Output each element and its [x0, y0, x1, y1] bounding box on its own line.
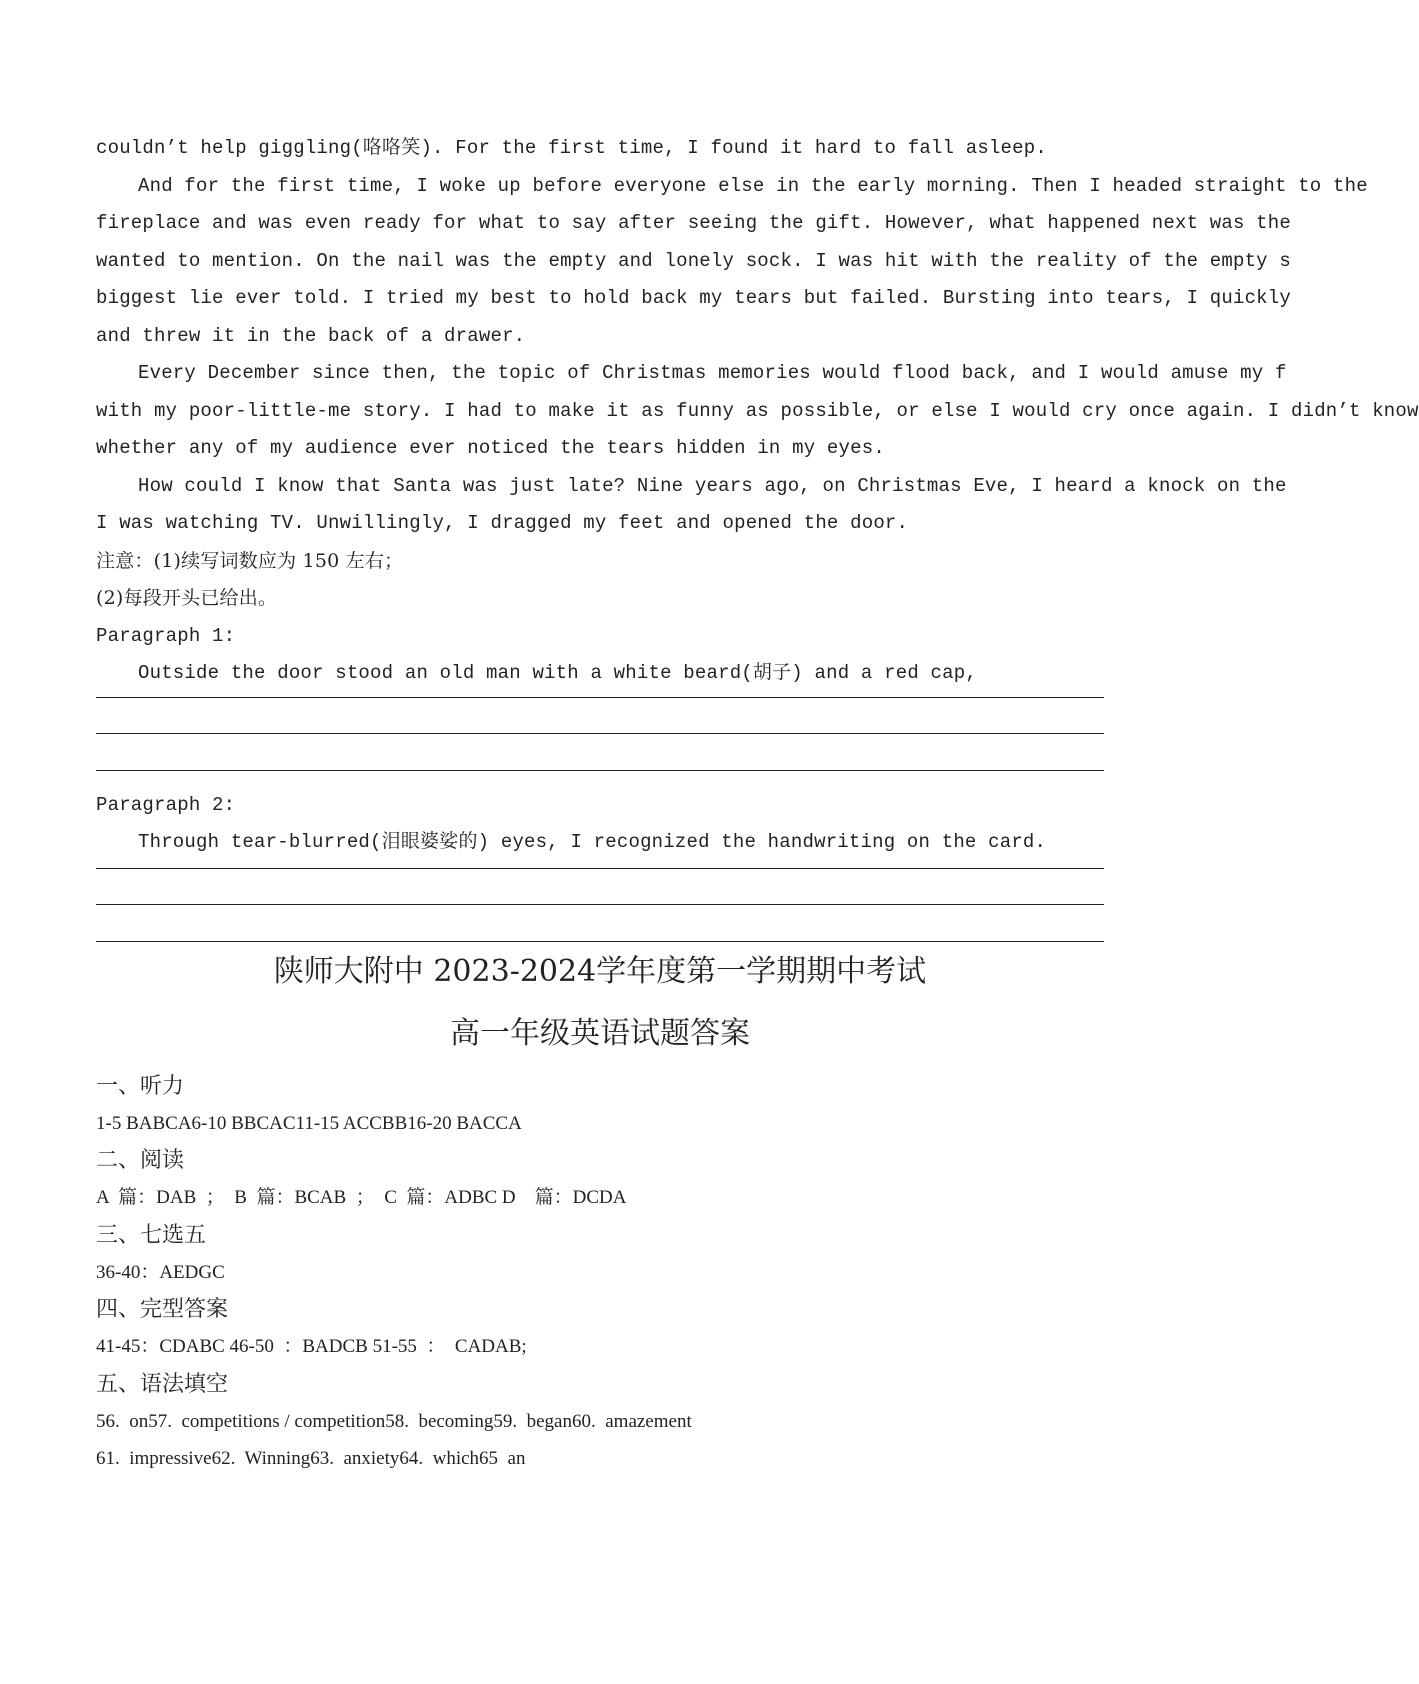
section-heading-reading: 二、阅读	[96, 1148, 185, 1173]
paragraph-2-opening: Through tear-blurred(泪眼婆娑的) eyes, I recognized the handwriting on the card.	[138, 831, 1047, 853]
story-line: Every December since then, the topic of Christmas memories would flood back, and I would amuse my f	[138, 362, 1287, 384]
story-line: How could I know that Santa was just late? Nine years ago, on Christmas Eve, I heard a knock on the	[138, 474, 1287, 497]
writing-line[interactable]	[96, 697, 1104, 698]
story-line: And for the first time, I woke up before everyone else in the early morning. Then I headed straight to the	[138, 174, 1368, 197]
writing-line[interactable]	[96, 941, 1104, 942]
story-line: wanted to mention. On the nail was the empty and lonely sock. I was hit with the reality of the empty s	[96, 249, 1291, 272]
story-line: couldn’t help giggling(咯咯笑). For the first time, I found it hard to fall asleep.	[96, 137, 1047, 159]
paragraph-1-writing-lines	[96, 697, 1191, 771]
paragraph-1-label: Paragraph 1:	[96, 624, 236, 647]
section-heading-listening: 一、听力	[96, 1073, 185, 1099]
story-text	[96, 130, 1419, 543]
paragraph-2-writing-lines	[96, 868, 1191, 942]
story-line: and threw it in the back of a drawer.	[96, 324, 526, 347]
answer-line: A 篇：DAB ； B 篇：BCAB ； C 篇：ADBC D 篇：DCDA	[96, 1187, 627, 1208]
answer-line: 61. impressive62. Winning63. anxiety64. which65 an	[96, 1448, 526, 1469]
exam-page	[96, 130, 1419, 1478]
story-line: with my poor-little-me story. I had to make it as funny as possible, or else I would cry once again. I didn’t know	[96, 399, 1419, 422]
answer-line: 56. on57. competitions / competition58. becoming59. began60. amazement	[96, 1410, 692, 1432]
section-heading-grammar-fill: 五、语法填空	[96, 1371, 229, 1397]
story-line: I was watching TV. Unwillingly, I dragged my feet and opened the door.	[96, 512, 909, 534]
paragraph-2-label: Paragraph 2:	[96, 793, 236, 816]
section-heading-seven-choose-five: 三、七选五	[96, 1222, 207, 1248]
story-line: biggest lie ever told. I tried my best to hold back my tears but failed. Bursting into tears, I quickly	[96, 287, 1291, 309]
writing-line[interactable]	[96, 733, 1104, 734]
story-line: whether any of my audience ever noticed the tears hidden in my eyes.	[96, 437, 885, 459]
answer-line: 41-45：CDABC 46-50 ：BADCB 51-55 ： CADAB;	[96, 1336, 527, 1357]
story-line: fireplace and was even ready for what to say after seeing the gift. However, what happened next was the	[96, 212, 1291, 234]
writing-line[interactable]	[96, 904, 1104, 905]
note-paragraph-openings: (2)每段开头已给出。	[96, 587, 278, 609]
paragraph-1-opening: Outside the door stood an old man with a white beard(胡子) and a red cap,	[138, 662, 977, 684]
answer-key-subtitle: 高一年级英语试题答案	[450, 1015, 750, 1051]
answer-line: 1-5 BABCA6-10 BBCAC11-15 ACCBB16-20 BACCA	[96, 1112, 522, 1134]
note-word-count: 注意：(1)续写词数应为 150 左右；	[96, 549, 404, 572]
writing-line[interactable]	[96, 770, 1104, 771]
writing-line[interactable]	[96, 868, 1104, 869]
section-heading-cloze: 四、完型答案	[96, 1297, 229, 1322]
answer-key-title: 陕师大附中 2023-2024学年度第一学期期中考试	[273, 953, 927, 989]
answer-line: 36-40：AEDGC	[96, 1261, 225, 1283]
